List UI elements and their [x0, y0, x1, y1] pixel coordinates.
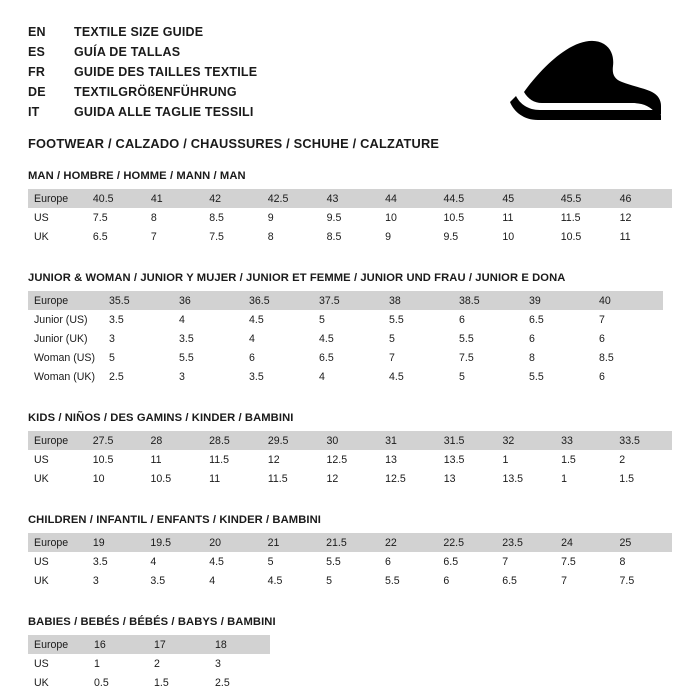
cell: 8.5: [321, 227, 380, 246]
cell: 3: [87, 571, 145, 590]
cell: 6: [243, 348, 313, 367]
cell: 5: [262, 552, 320, 571]
cell: 7.5: [614, 571, 673, 590]
row-label: Junior (UK): [28, 329, 103, 348]
language-title: GUIDA ALLE TAGLIE TESSILI: [74, 105, 254, 119]
cell: 36.5: [243, 291, 313, 310]
cell: 2.5: [103, 367, 173, 386]
cell: 5.5: [320, 552, 379, 571]
cell: 27.5: [87, 431, 145, 450]
cell: 21.5: [320, 533, 379, 552]
row-label: UK: [28, 673, 88, 692]
cell: 3.5: [103, 310, 173, 329]
cell: 24: [555, 533, 613, 552]
row-label: Woman (UK): [28, 367, 103, 386]
cell: 7: [593, 310, 663, 329]
cell: 45: [496, 189, 554, 208]
language-title: GUIDE DES TAILLES TEXTILE: [74, 65, 258, 79]
row-label: Europe: [28, 291, 103, 310]
cell: 20: [203, 533, 261, 552]
cell: 1: [496, 450, 555, 469]
cell: 2: [148, 654, 209, 673]
size-table-junior-woman: [28, 291, 663, 386]
table-row: [28, 469, 672, 488]
cell: 9: [379, 227, 437, 246]
cell: 9: [262, 208, 321, 227]
cell: 7: [555, 571, 613, 590]
cell: 13: [379, 450, 438, 469]
cell: 10.5: [87, 450, 145, 469]
cell: 3.5: [173, 329, 243, 348]
cell: 4.5: [203, 552, 261, 571]
cell: 13: [438, 469, 497, 488]
cell: 44: [379, 189, 437, 208]
cell: 8.5: [203, 208, 262, 227]
table-row: [28, 635, 270, 654]
table-row: [28, 227, 672, 246]
row-label: Europe: [28, 431, 87, 450]
size-table-babies: [28, 635, 270, 692]
cell: 12.5: [320, 450, 379, 469]
table-row: [28, 189, 672, 208]
cell: 13.5: [496, 469, 555, 488]
cell: 23.5: [496, 533, 555, 552]
cell: 12.5: [379, 469, 438, 488]
language-code: EN: [28, 25, 46, 39]
language-code: IT: [28, 105, 40, 119]
cell: 10.5: [145, 469, 204, 488]
cell: 11.5: [203, 450, 262, 469]
row-label: Europe: [28, 189, 87, 208]
cell: 5.5: [379, 571, 437, 590]
cell: 9.5: [321, 208, 380, 227]
cell: 5: [383, 329, 453, 348]
cell: 6: [593, 367, 663, 386]
language-title: TEXTILE SIZE GUIDE: [74, 25, 204, 39]
row-label: US: [28, 654, 88, 673]
cell: 5.5: [523, 367, 593, 386]
language-title: GUÍA DE TALLAS: [74, 45, 181, 59]
cell: 44.5: [437, 189, 496, 208]
size-block-kids: [28, 412, 672, 488]
cell: 7.5: [87, 208, 145, 227]
language-title: TEXTILGRÖßENFÜHRUNG: [74, 85, 237, 99]
cell: 18: [209, 635, 270, 654]
cell: 4: [203, 571, 261, 590]
block-title: MAN / HOMBRE / HOMME / MANN / MAN: [28, 170, 246, 182]
size-table-children: [28, 533, 672, 590]
cell: 11: [145, 450, 204, 469]
document-header: [28, 22, 672, 151]
cell: 7: [496, 552, 555, 571]
cell: 10.5: [437, 208, 496, 227]
cell: 6: [437, 571, 496, 590]
size-block-babies: [28, 616, 672, 692]
cell: 29.5: [262, 431, 321, 450]
cell: 8: [523, 348, 593, 367]
cell: 3: [103, 329, 173, 348]
cell: 40: [593, 291, 663, 310]
row-label: UK: [28, 469, 87, 488]
cell: 12: [614, 208, 672, 227]
row-label: US: [28, 450, 87, 469]
cell: 12: [262, 450, 321, 469]
cell: 4.5: [383, 367, 453, 386]
size-table-man: [28, 189, 672, 246]
cell: 7: [383, 348, 453, 367]
row-label: UK: [28, 571, 87, 590]
table-row: [28, 208, 672, 227]
cell: 4: [173, 310, 243, 329]
size-block-junior-woman: [28, 272, 672, 386]
cell: 10: [87, 469, 145, 488]
cell: 7.5: [203, 227, 262, 246]
cell: 6: [523, 329, 593, 348]
row-label: US: [28, 208, 87, 227]
cell: 5.5: [173, 348, 243, 367]
cell: 43: [321, 189, 380, 208]
size-block-man: [28, 170, 672, 246]
table-row: [28, 654, 270, 673]
cell: 22.5: [437, 533, 496, 552]
cell: 42: [203, 189, 262, 208]
cell: 4: [243, 329, 313, 348]
row-label: Woman (US): [28, 348, 103, 367]
cell: 4: [313, 367, 383, 386]
cell: 11: [203, 469, 262, 488]
cell: 6.5: [87, 227, 145, 246]
cell: 33.5: [613, 431, 672, 450]
cell: 40.5: [87, 189, 145, 208]
cell: 11: [496, 208, 554, 227]
cell: 13.5: [438, 450, 497, 469]
language-code: FR: [28, 65, 46, 79]
cell: 11.5: [262, 469, 321, 488]
cell: 10: [496, 227, 554, 246]
cell: 6.5: [437, 552, 496, 571]
cell: 38.5: [453, 291, 523, 310]
table-row: [28, 533, 672, 552]
cell: 6: [453, 310, 523, 329]
cell: 1: [88, 654, 148, 673]
table-row: [28, 329, 663, 348]
cell: 35.5: [103, 291, 173, 310]
table-row: [28, 431, 672, 450]
block-title: BABIES / BEBÉS / BÉBÉS / BABYS / BAMBINI: [28, 616, 276, 628]
cell: 21: [262, 533, 320, 552]
cell: 3.5: [243, 367, 313, 386]
cell: 31.5: [438, 431, 497, 450]
cell: 10.5: [555, 227, 614, 246]
cell: 11.5: [555, 208, 614, 227]
table-row: [28, 571, 672, 590]
cell: 8.5: [593, 348, 663, 367]
cell: 8: [145, 208, 203, 227]
size-table-kids: [28, 431, 672, 488]
cell: 30: [320, 431, 379, 450]
cell: 4.5: [262, 571, 320, 590]
cell: 36: [173, 291, 243, 310]
cell: 6.5: [496, 571, 555, 590]
table-row: [28, 673, 270, 692]
cell: 3.5: [87, 552, 145, 571]
cell: 2: [613, 450, 672, 469]
cell: 8: [262, 227, 321, 246]
cell: 4: [144, 552, 203, 571]
dress-shoe-icon: [446, 34, 666, 130]
cell: 3.5: [144, 571, 203, 590]
cell: 5: [453, 367, 523, 386]
cell: 25: [614, 533, 673, 552]
row-label: Junior (US): [28, 310, 103, 329]
cell: 0.5: [88, 673, 148, 692]
cell: 5: [103, 348, 173, 367]
cell: 5: [320, 571, 379, 590]
cell: 3: [173, 367, 243, 386]
cell: 4.5: [243, 310, 313, 329]
cell: 6: [379, 552, 437, 571]
cell: 6.5: [523, 310, 593, 329]
cell: 16: [88, 635, 148, 654]
table-row: [28, 310, 663, 329]
cell: 1.5: [555, 450, 613, 469]
cell: 41: [145, 189, 203, 208]
cell: 8: [614, 552, 673, 571]
language-code: ES: [28, 45, 46, 59]
block-title: JUNIOR & WOMAN / JUNIOR Y MUJER / JUNIOR ET FEMME / JUNIOR UND FRAU / JUNIOR E DONA: [28, 272, 566, 284]
row-label: US: [28, 552, 87, 571]
cell: 33: [555, 431, 613, 450]
cell: 7: [145, 227, 203, 246]
cell: 28: [145, 431, 204, 450]
cell: 5: [313, 310, 383, 329]
cell: 46: [614, 189, 672, 208]
cell: 1.5: [148, 673, 209, 692]
cell: 5.5: [383, 310, 453, 329]
cell: 6.5: [313, 348, 383, 367]
cell: 22: [379, 533, 437, 552]
cell: 42.5: [262, 189, 321, 208]
table-row: [28, 348, 663, 367]
cell: 7.5: [555, 552, 613, 571]
row-label: UK: [28, 227, 87, 246]
cell: 3: [209, 654, 270, 673]
cell: 10: [379, 208, 437, 227]
table-row: [28, 291, 663, 310]
cell: 19: [87, 533, 145, 552]
cell: 28.5: [203, 431, 262, 450]
cell: 39: [523, 291, 593, 310]
cell: 1: [555, 469, 613, 488]
table-row: [28, 450, 672, 469]
cell: 6: [593, 329, 663, 348]
cell: 7.5: [453, 348, 523, 367]
cell: 12: [320, 469, 379, 488]
cell: 9.5: [437, 227, 496, 246]
cell: 38: [383, 291, 453, 310]
cell: 19.5: [144, 533, 203, 552]
row-label: Europe: [28, 635, 88, 654]
cell: 31: [379, 431, 438, 450]
block-title: CHILDREN / INFANTIL / ENFANTS / KINDER / BAMBINI: [28, 514, 321, 526]
cell: 5.5: [453, 329, 523, 348]
table-row: [28, 367, 663, 386]
size-block-children: [28, 514, 672, 590]
cell: 37.5: [313, 291, 383, 310]
cell: 4.5: [313, 329, 383, 348]
footwear-category-title: FOOTWEAR / CALZADO / CHAUSSURES / SCHUHE / CALZATURE: [28, 136, 440, 151]
cell: 1.5: [613, 469, 672, 488]
cell: 17: [148, 635, 209, 654]
cell: 45.5: [555, 189, 614, 208]
table-row: [28, 552, 672, 571]
row-label: Europe: [28, 533, 87, 552]
cell: 11: [614, 227, 672, 246]
block-title: KIDS / NIÑOS / DES GAMINS / KINDER / BAMBINI: [28, 412, 294, 424]
cell: 32: [496, 431, 555, 450]
cell: 2.5: [209, 673, 270, 692]
language-code: DE: [28, 85, 46, 99]
